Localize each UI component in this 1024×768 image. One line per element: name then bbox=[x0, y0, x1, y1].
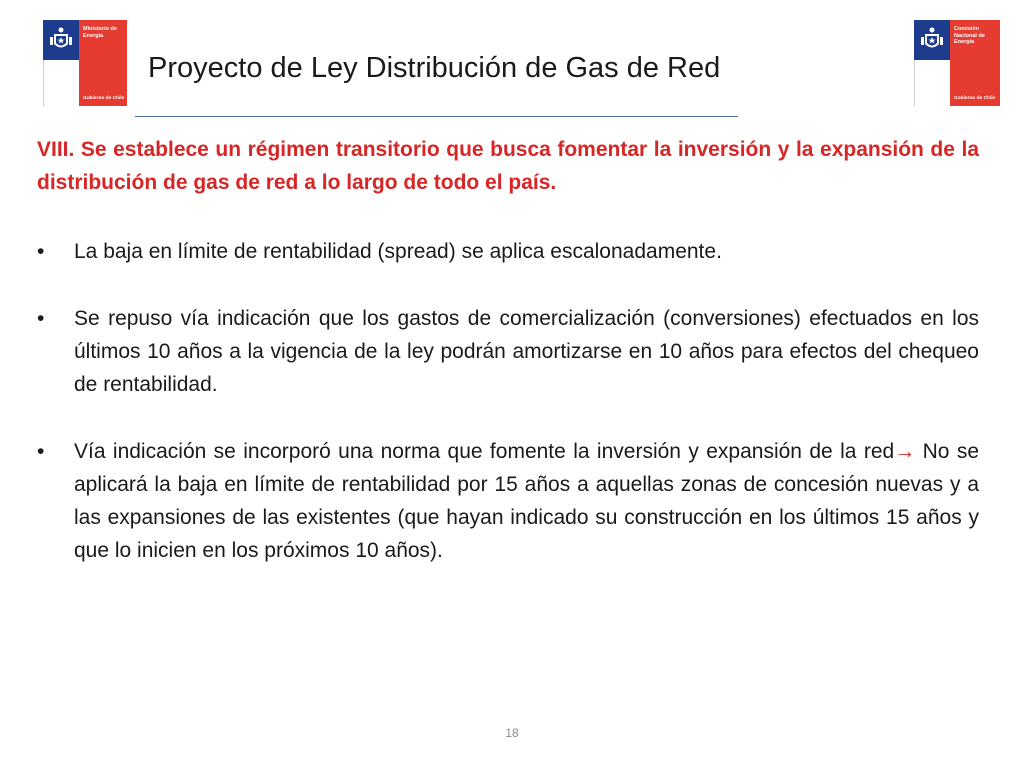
slide-content bbox=[37, 133, 979, 601]
list-item bbox=[37, 235, 979, 268]
title-underline bbox=[135, 116, 738, 117]
coat-of-arms-icon bbox=[919, 25, 945, 55]
slide-title: Proyecto de Ley Distribución de Gas de Red bbox=[148, 52, 721, 84]
logo-agency-name: Comisión Nacional de Energía bbox=[954, 26, 985, 45]
logo-agency-name: Ministerio de Energía bbox=[83, 26, 117, 39]
bullet-text-after: No se aplicará la baja en límite de rentabilidad por 15 años a aquellas zonas de concesión nuevas y a las expansiones de las existentes (que hayan indicado su construcción en los últimos 15 años y que lo inicien en los próximos 10 años). bbox=[74, 440, 979, 562]
logo-red-column bbox=[79, 20, 127, 106]
logo-blue-column bbox=[914, 20, 950, 106]
logo-red-column bbox=[950, 20, 1000, 106]
bullet-marker: • bbox=[37, 307, 45, 330]
page-number: 18 bbox=[505, 726, 519, 740]
list-item bbox=[37, 302, 979, 401]
bullet-text: La baja en límite de rentabilidad (spread) se aplica escalonadamente. bbox=[74, 240, 722, 263]
logo-blue-column bbox=[43, 20, 79, 106]
logo-ministerio-energia bbox=[43, 20, 127, 106]
list-item bbox=[37, 435, 979, 567]
logo-government-label: Gobierno de Chile bbox=[83, 95, 125, 101]
section-heading: VIII. Se establece un régimen transitorio que busca fomentar la inversión y la expansión de la distribución de gas de red a lo largo de todo el país. bbox=[37, 138, 979, 194]
bullet-text-before: Vía indicación se incorporó una norma que fomente la inversión y expansión de la red bbox=[74, 440, 895, 463]
bullet-list bbox=[37, 235, 979, 567]
bullet-text: Se repuso vía indicación que los gastos de comercialización (conversiones) efectuados en los últimos 10 años a la vigencia de la ley podrán amortizarse en 10 años para efectos del chequeo de rentabilidad. bbox=[74, 307, 979, 396]
arrow-right-icon: → bbox=[894, 440, 916, 463]
bullet-marker: • bbox=[37, 240, 45, 263]
bullet-marker: • bbox=[37, 440, 45, 463]
logo-comision-nacional-energia bbox=[914, 20, 1000, 106]
coat-of-arms-icon bbox=[48, 25, 74, 55]
logo-government-label: Gobierno de Chile bbox=[954, 95, 996, 101]
